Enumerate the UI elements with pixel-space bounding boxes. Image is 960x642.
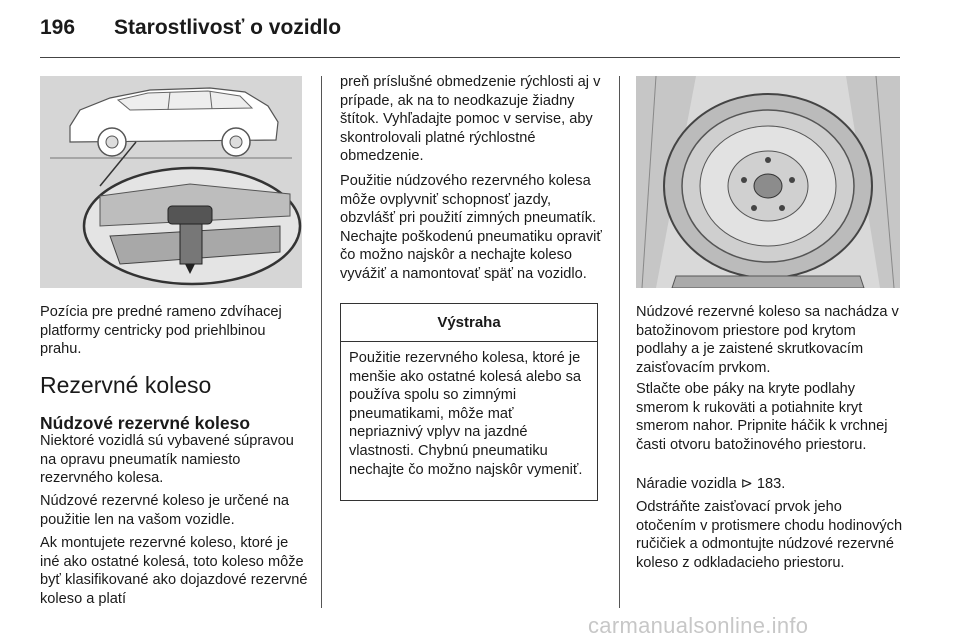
lift-point-illustration	[40, 76, 302, 288]
paragraph-text: preň príslušné obmedzenie rýchlosti aj v prípade, ak na to neodkazuje žiadny štítok. Vyhľadajte pomoc v servise, aby skontrolovali platné rýchlostné obmedzenie.	[340, 74, 601, 165]
middle-paragraph-2	[340, 172, 604, 284]
right-paragraph-4	[636, 498, 904, 572]
paragraph-text: Použitie núdzového rezervného kolesa môže ovplyvniť schopnosť jazdy, obzvlášť pri použití zimných pneumatík. Nechajte poškodenú pneumatiku opraviť čo možno najskôr a nechajte koleso vyvážiť a namontovať späť na vozidlo.	[340, 173, 602, 282]
section-title: Rezervné koleso	[40, 372, 212, 398]
paragraph-text: Ak montujete rezervné koleso, ktoré je iné ako ostatné kolesá, toto koleso môže byť klasifikované ako dojazdové rezervné koleso a platí	[40, 535, 308, 607]
paragraph-text: Núdzové rezervné koleso sa nachádza v batožinovom priestore pod krytom podlahy a je zaistené skrutkovacím zaisťovacím prvkom.	[636, 304, 899, 376]
warning-text: Použitie rezervného kolesa, ktoré je menšie ako ostatné kolesá alebo sa používa spolu so zimnými pneumatikami, môže mať nepriaznivý vplyv na jazdné vlastnosti. Chybnú pneumatiku nechajte čo možno najskôr vymeniť.	[349, 350, 583, 478]
section-heading	[40, 372, 308, 399]
left-paragraph-1	[40, 432, 308, 488]
right-paragraph-2	[636, 380, 904, 454]
spare-wheel-illustration	[636, 76, 900, 288]
left-paragraph-3	[40, 534, 308, 608]
figure-caption	[40, 303, 308, 359]
column-divider-right	[619, 76, 620, 608]
car-lift-drawing	[40, 76, 302, 288]
watermark: carmanualsonline.info	[588, 613, 809, 638]
subsection-heading	[40, 413, 308, 434]
page-title: Starostlivosť o vozidlo	[114, 16, 342, 39]
warning-box	[340, 303, 598, 501]
paragraph-text: Odstráňte zaisťovací prvok jeho otočením v protismere chodu hodinových ručičiek a odmontujte núdzové rezervné koleso z odkladacieho priestoru.	[636, 499, 903, 571]
paragraph-text: Niektoré vozidlá sú vybavené súpravou na opravu pneumatík namiesto rezervného kolesa.	[40, 433, 294, 487]
right-paragraph-1	[636, 303, 904, 377]
column-divider-left	[321, 76, 322, 608]
middle-paragraph-1	[340, 73, 604, 166]
left-paragraph-2	[40, 492, 308, 529]
subsection-title: Núdzové rezervné koleso	[40, 413, 251, 433]
caption-text: Pozícia pre predné rameno zdvíhacej platformy centricky pod priehlbinou prahu.	[40, 304, 282, 358]
page-number: 196	[40, 16, 76, 39]
paragraph-text: Náradie vozidla ⊳ 183.	[636, 476, 786, 492]
paragraph-text: Núdzové rezervné koleso je určené na použitie len na vašom vozidle.	[40, 493, 290, 528]
right-paragraph-3	[636, 475, 904, 494]
spare-wheel-drawing	[636, 76, 900, 288]
header-rule	[40, 57, 900, 58]
warning-body	[349, 349, 591, 479]
warning-title: Výstraha	[341, 304, 597, 342]
page-header	[0, 0, 960, 62]
paragraph-text: Stlačte obe páky na kryte podlahy smerom k rukoväti a potiahnite kryt smerom nahor. Pripnite háčik k vrchnej časti otvoru batožinového priestoru.	[636, 381, 888, 453]
